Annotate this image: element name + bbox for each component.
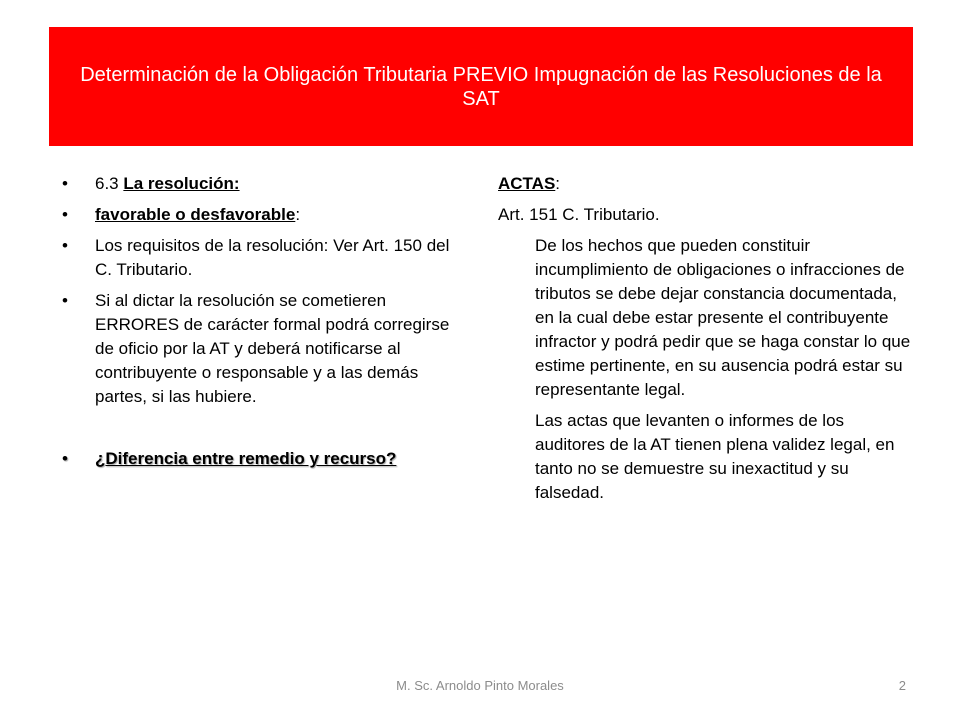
actas-heading-suffix: : [555,174,561,193]
footer-author: M. Sc. Arnoldo Pinto Morales [396,678,564,693]
actas-paragraph-1: De los hechos que pueden constituir incumplimiento de obligaciones o infracciones de tributos se debe dejar constancia documentada, en la cual debe estar presente el contribuyente infractor y podrá pedir que se haga constar lo que estime pertinente, en su ausencia podrá estar su representante legal. [535,236,911,399]
list-item [62,234,462,282]
bullet-icon: • [62,291,68,310]
item-text: Si al dictar la resolución se cometieren ERRORES de carácter formal podrá corregirse de oficio por la AT y deberá notificarse al contribuyente o responsable y a las demás partes, si las hubiere. [95,291,450,406]
item-suffix: : [295,205,301,224]
slide-footer [0,678,960,698]
bullet-icon: • [62,449,68,468]
item-heading: La resolución: [123,174,240,193]
actas-heading-line [498,172,918,196]
item-prefix: 6.3 [95,174,124,193]
title-banner [49,27,913,146]
list-spacer [62,416,462,440]
actas-paragraph-2: Las actas que levanten o informes de los auditores de la AT tienen plena validez legal, en tanto no se demuestre su inexactitud y su falsedad. [535,411,895,502]
list-item [62,289,462,409]
item-heading: favorable o desfavorable [95,205,296,224]
article-reference: Art. 151 C. Tributario. [498,205,660,224]
actas-heading: ACTAS [498,174,556,193]
list-item [62,203,462,227]
list-item [62,447,462,471]
bullet-icon: • [62,174,68,193]
right-column [498,172,918,512]
list-item [62,172,462,196]
left-column [62,172,462,478]
page-number: 2 [898,678,906,693]
left-bullet-list [62,172,462,471]
bullet-icon: • [62,205,68,224]
slide-title: Determinación de la Obligación Tributaria PREVIO Impugnación de las Resoluciones de la SAT [80,63,882,110]
question-text: ¿Diferencia entre remedio y recurso? [95,449,397,468]
bullet-icon: • [62,236,68,255]
item-text: Los requisitos de la resolución: Ver Art. 150 del C. Tributario. [95,236,450,279]
